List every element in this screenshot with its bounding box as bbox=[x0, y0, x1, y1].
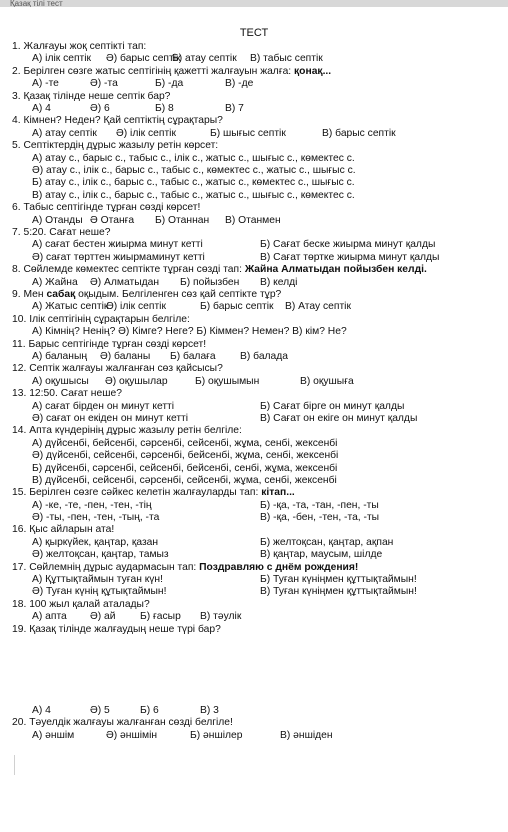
answer-option[interactable]: Ә Отанға bbox=[90, 214, 135, 226]
answer-option[interactable]: Б) Сағат бірге он минут қалды bbox=[260, 400, 405, 412]
answer-option[interactable]: Ә) ілік септік bbox=[106, 301, 166, 313]
answer-options-row bbox=[0, 78, 508, 90]
answer-options-row bbox=[0, 586, 508, 598]
question-text: Барыс септігінде тұрған сөзді көрсет! bbox=[28, 338, 207, 350]
answer-option[interactable]: В) 3 bbox=[200, 705, 219, 717]
answer-option[interactable]: Б) Туған күніңмен құттықтаймын! bbox=[260, 574, 417, 586]
answer-option[interactable]: Б) оқушымын bbox=[195, 375, 260, 387]
answer-option[interactable]: Б) балаға bbox=[170, 350, 216, 362]
answer-option-line[interactable] bbox=[0, 326, 508, 338]
question-14 bbox=[0, 425, 508, 437]
page-title: ТЕСТ bbox=[239, 27, 269, 39]
question-number: 5. bbox=[12, 140, 21, 152]
question-1 bbox=[0, 41, 508, 53]
answer-option[interactable]: В) -де bbox=[225, 78, 254, 90]
question-20 bbox=[0, 717, 508, 729]
answer-option[interactable]: В) Сағат он екіге он минут қалды bbox=[260, 412, 418, 424]
answer-options-row bbox=[0, 611, 508, 623]
answer-option[interactable]: Ә) баланы bbox=[100, 350, 151, 362]
answer-options-row bbox=[0, 500, 508, 512]
answer-option[interactable]: В) -қа, -бен, -тен, -та, -ты bbox=[260, 512, 380, 524]
question-number: 3. bbox=[12, 90, 21, 102]
answer-option[interactable]: В) 7 bbox=[225, 103, 244, 114]
answer-options-row bbox=[0, 53, 508, 65]
cropped-header-strip bbox=[0, 0, 508, 7]
question-number: 15. bbox=[12, 487, 27, 499]
answer-option[interactable]: Б) барыс септік bbox=[200, 301, 274, 313]
answer-option[interactable]: А) атау с., барыс с., табыс с., ілік с., жатыс с., шығыс с., көмектес с. bbox=[32, 152, 355, 164]
answer-options-row bbox=[0, 215, 508, 227]
question-9 bbox=[0, 289, 508, 301]
highlighted-word: Поздравляю с днём рождения! bbox=[199, 561, 359, 573]
answer-options-row bbox=[0, 549, 508, 561]
question-11 bbox=[0, 339, 508, 351]
answer-option[interactable]: Б) ғасыр bbox=[140, 611, 181, 623]
answer-option[interactable]: Б) пойызбен bbox=[180, 276, 240, 288]
question-number: 10. bbox=[12, 313, 27, 325]
question-number: 7. bbox=[12, 226, 21, 238]
question-13 bbox=[0, 388, 508, 400]
answer-options-row bbox=[0, 351, 508, 363]
answer-option-line[interactable] bbox=[0, 165, 508, 177]
answer-option[interactable]: А) баланың bbox=[32, 350, 88, 362]
question-number: 16. bbox=[12, 524, 27, 536]
answer-option[interactable]: Б) -қа, -та, -тан, -пен, -ты bbox=[260, 499, 379, 511]
question-number: 11. bbox=[12, 338, 26, 350]
question-7 bbox=[0, 227, 508, 239]
answer-option[interactable]: Ә) сағат төрттен жиырмаминут кетті bbox=[32, 251, 205, 263]
answer-option[interactable]: Ә) -та bbox=[90, 78, 118, 90]
answer-option-line[interactable] bbox=[0, 450, 508, 462]
question-text: Септік жалғауы жалғанған сөз қайсысы? bbox=[29, 363, 223, 375]
question-number: 18. bbox=[12, 598, 27, 610]
answer-option-line[interactable] bbox=[0, 438, 508, 450]
question-text: Қазақ тілінде неше септік бар? bbox=[23, 90, 171, 102]
answer-option[interactable]: А) 4 bbox=[32, 103, 51, 114]
answer-option[interactable]: Б) шығыс септік bbox=[210, 127, 286, 139]
answer-option[interactable]: А) атау септік bbox=[32, 127, 97, 139]
question-text: Септіктердің дұрыс жазылу ретін көрсет: bbox=[23, 140, 219, 152]
answer-option[interactable]: В) Атау септік bbox=[285, 301, 351, 313]
answer-options-row bbox=[0, 705, 508, 717]
answer-options-row bbox=[0, 537, 508, 549]
question-4 bbox=[0, 115, 508, 127]
answer-option[interactable]: Ә) ай bbox=[90, 611, 116, 623]
answer-option[interactable]: Ә) Туған күнің құтықтаймын! bbox=[32, 586, 167, 598]
question-17 bbox=[0, 562, 508, 574]
answer-option[interactable]: Б) әншілер bbox=[190, 729, 243, 741]
question-text: 12:50. Сағат неше? bbox=[29, 388, 122, 400]
answer-option[interactable]: Б) 6 bbox=[140, 705, 159, 717]
answer-option[interactable]: Б) 8 bbox=[155, 103, 174, 114]
answer-option[interactable]: А) сағат бірден он минут кетті bbox=[32, 400, 175, 412]
question-number: 13. bbox=[12, 388, 27, 400]
question-number: 12. bbox=[12, 363, 27, 375]
question-text: Қазақ тілінде жалғаудың неше түрі бар? bbox=[29, 623, 221, 635]
answer-option[interactable]: В) тәулік bbox=[200, 611, 242, 623]
question-number: 8. bbox=[12, 264, 21, 276]
question-text: Ілік септігінің сұрақтарын белгіле: bbox=[29, 313, 190, 325]
answer-option[interactable]: А) Жайна bbox=[32, 276, 78, 288]
answer-option[interactable]: Ә) ілік септік bbox=[116, 127, 176, 139]
answer-option[interactable]: Ә) сағат он екіден он минут кетті bbox=[32, 412, 189, 424]
answer-options-row bbox=[0, 277, 508, 289]
question-text: Жалғауы жоқ септікті тап: bbox=[23, 41, 147, 52]
answer-option[interactable]: В) дүйсенбі, сейсенбі, сәрсенбі, сейсенбі, жұма, сенбі, жексенбі bbox=[32, 474, 337, 486]
question-18 bbox=[0, 599, 508, 611]
question-number: 17. bbox=[12, 561, 27, 573]
question-12 bbox=[0, 363, 508, 375]
answer-option[interactable]: В) Туған күніңмен құттықтаймын! bbox=[260, 586, 417, 598]
answer-option[interactable]: В) балада bbox=[240, 350, 289, 362]
answer-option[interactable]: А) -ке, -те, -пен, -тен, -тің bbox=[32, 499, 152, 511]
answer-option[interactable]: Ә) әншімін bbox=[106, 729, 158, 741]
answer-option[interactable]: В) Отанмен bbox=[225, 214, 281, 226]
answer-option[interactable]: Ә) -ты, -пен, -тен, -тың, -та bbox=[32, 512, 160, 524]
question-15 bbox=[0, 487, 508, 499]
answer-options-row bbox=[0, 413, 508, 425]
question-list bbox=[0, 41, 508, 742]
question-text: 100 жыл қалай аталады? bbox=[29, 598, 150, 610]
question-number: 4. bbox=[12, 115, 21, 127]
answer-option[interactable]: В) қаңтар, маусым, шілде bbox=[260, 549, 383, 561]
header-strip-text: Қазақ тілі тест bbox=[10, 0, 63, 7]
question-text: Тәуелдік жалғауы жалғанған сөзді белгіле! bbox=[29, 717, 233, 729]
answer-option-line[interactable] bbox=[0, 463, 508, 475]
answer-option[interactable]: Б) желтоқсан, қаңтар, ақпан bbox=[260, 536, 394, 548]
answer-options-row bbox=[0, 730, 508, 742]
answer-option[interactable]: А) оқушысы bbox=[32, 375, 89, 387]
answer-option[interactable]: А) Құттықтаймын туған күн! bbox=[32, 574, 163, 586]
question-number: 2. bbox=[12, 65, 21, 77]
question-5 bbox=[0, 140, 508, 152]
question-number: 6. bbox=[12, 202, 21, 214]
question-text: Мен bbox=[23, 288, 47, 300]
answer-option[interactable]: А) -те bbox=[32, 78, 59, 90]
answer-options-row bbox=[0, 574, 508, 586]
answer-option[interactable]: Ә) оқушылар bbox=[105, 375, 168, 387]
answer-options-row bbox=[0, 239, 508, 251]
answer-option[interactable]: Ә) 5 bbox=[90, 705, 110, 717]
answer-options-inline[interactable]: А) Кімнің? Ненің? Ә) Кімге? Неге? Б) Кіммен? Немен? В) кім? Не? bbox=[32, 326, 347, 338]
question-number: 9. bbox=[12, 288, 21, 300]
question-text: Апта күндерінің дұрыс жазылу ретін белгіле: bbox=[29, 425, 242, 437]
question-text: Берілген сөзге жатыс септігінің қажетті жалғауын жалға: bbox=[23, 65, 295, 77]
question-3 bbox=[0, 91, 508, 103]
question-text: Қыс айларын ата! bbox=[29, 524, 115, 536]
answer-option[interactable]: А) сағат бестен жиырма минут кетті bbox=[32, 239, 203, 251]
question-number: 20. bbox=[12, 717, 27, 729]
answer-option[interactable]: А) қыркүйек, қаңтар, қазан bbox=[32, 536, 159, 548]
answer-option[interactable]: В) келді bbox=[260, 276, 298, 288]
answer-options-row bbox=[0, 103, 508, 115]
highlighted-word: кітап... bbox=[261, 487, 295, 499]
highlighted-word: Жайна Алматыдан пойызбен келді. bbox=[244, 264, 427, 276]
answer-option[interactable]: Ә) желтоқсан, қаңтар, тамыз bbox=[32, 549, 169, 561]
answer-option[interactable]: Б) Отаннан bbox=[155, 214, 210, 226]
question-16 bbox=[0, 524, 508, 536]
highlighted-word: сабақ bbox=[46, 288, 76, 300]
answer-option[interactable]: Б) Сағат беске жиырма минут қалды bbox=[260, 239, 436, 251]
answer-option[interactable]: А) әншім bbox=[32, 729, 75, 741]
question-text-tail: оқыдым. Белгіленген сөз қай септікте тұр? bbox=[75, 288, 282, 300]
answer-option[interactable]: А) дүйсенбі, бейсенбі, сәрсенбі, сейсенбі, жұма, сенбі, жексенбі bbox=[32, 437, 338, 449]
answer-option[interactable]: Ә) дүйсенбі, сейсенбі, сәрсенбі, бейсенбі, жұма, сенбі, жексенбі bbox=[32, 450, 339, 462]
answer-option[interactable]: В) барыс септік bbox=[322, 127, 396, 139]
question-text: Берілген сөзге сәйкес келетін жалғауларды тап: bbox=[29, 487, 262, 499]
question-number: 19. bbox=[12, 623, 27, 635]
answer-option[interactable]: Ә) атау с., ілік с., барыс с., табыс с., көмектес с., жатыс с., шығыс с. bbox=[32, 164, 356, 176]
answer-options-row bbox=[0, 376, 508, 388]
question-6 bbox=[0, 202, 508, 214]
answer-option[interactable]: В) әншіден bbox=[280, 729, 333, 741]
answer-option[interactable]: Ә) барыс септік bbox=[106, 53, 181, 65]
answer-option[interactable]: Б) атау септік bbox=[172, 53, 237, 65]
question-text: 5:20. Сағат неше? bbox=[23, 226, 111, 238]
answer-option[interactable]: А) апта bbox=[32, 611, 67, 623]
question-text: Кімнен? Неден? Қай септіктің сұрақтары? bbox=[23, 115, 223, 127]
answer-option[interactable]: А) 4 bbox=[32, 705, 51, 717]
answer-option[interactable]: В) Сағат төртке жиырма минут қалды bbox=[260, 251, 440, 263]
question-text: Табыс септігінде тұрған сөзді көрсет! bbox=[23, 202, 201, 214]
answer-option[interactable]: А) Отанды bbox=[32, 214, 83, 226]
answer-option-line[interactable] bbox=[0, 177, 508, 189]
answer-option[interactable]: А) Жатыс септік bbox=[32, 301, 109, 313]
blank-space bbox=[0, 636, 508, 705]
question-number: 1. bbox=[12, 41, 21, 52]
answer-option[interactable]: В) оқушыға bbox=[300, 375, 354, 387]
answer-option-line[interactable] bbox=[0, 190, 508, 202]
answer-options-row bbox=[0, 301, 508, 313]
scan-mark bbox=[14, 755, 15, 775]
question-number: 14. bbox=[12, 425, 27, 437]
answer-option-line[interactable] bbox=[0, 475, 508, 487]
question-8 bbox=[0, 264, 508, 276]
question-text: Сөйлемнің дұрыс аудармасын тап: bbox=[29, 561, 200, 573]
question-10 bbox=[0, 314, 508, 326]
answer-option[interactable]: Б) дүйсенбі, сәрсенбі, сейсенбі, бейсенбі, сенбі, жұма, жексенбі bbox=[32, 462, 338, 474]
answer-option[interactable]: В) атау с., ілік с., барыс с., табыс с., жатыс с., шығыс с., көмектес с. bbox=[32, 189, 355, 201]
highlighted-word: қонақ... bbox=[294, 65, 332, 77]
answer-option-line[interactable] bbox=[0, 153, 508, 165]
answer-option[interactable]: Ә) 6 bbox=[90, 103, 110, 114]
answer-options-row bbox=[0, 128, 508, 140]
answer-option[interactable]: А) ілік септік bbox=[32, 53, 92, 65]
question-19 bbox=[0, 624, 508, 636]
answer-option[interactable]: Б) атау с., ілік с., барыс с., табыс с., жатыс с., көмектес с., шығыс с. bbox=[32, 177, 355, 189]
answer-options-row bbox=[0, 401, 508, 413]
answer-option[interactable]: Ә) Алматыдан bbox=[90, 276, 160, 288]
question-text: Сөйлемде көмектес септікте тұрған сөзді тап: bbox=[23, 264, 245, 276]
answer-option[interactable]: Б) -да bbox=[155, 78, 184, 90]
answer-option[interactable]: В) табыс септік bbox=[250, 53, 323, 65]
answer-options-row bbox=[0, 252, 508, 264]
answer-options-row bbox=[0, 512, 508, 524]
question-2 bbox=[0, 66, 508, 78]
